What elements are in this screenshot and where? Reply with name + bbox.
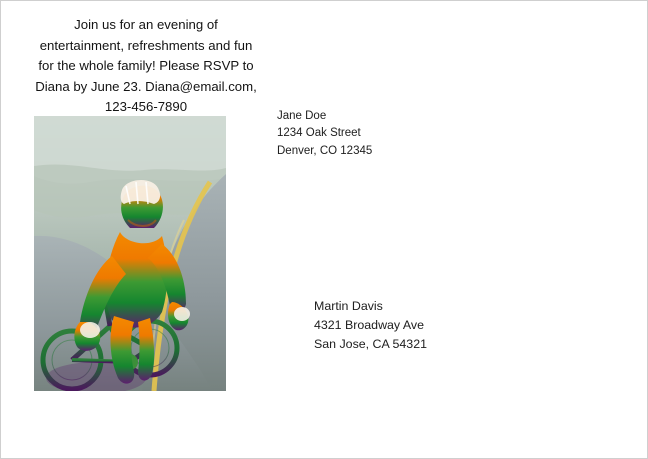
return-address-name: Jane Doe — [277, 110, 327, 122]
message-line-4: Diana by June 23. Diana@email.com, — [35, 78, 257, 94]
return-address-city-state-zip: Denver, CO 12345 — [277, 144, 373, 157]
return-address-street: 1234 Oak Street — [277, 127, 361, 140]
recipient-address-block — [314, 297, 427, 355]
message-line-2: entertainment, refreshments and fun — [39, 37, 253, 53]
recipient-city-state-zip: San Jose, CA 54321 — [314, 337, 427, 352]
message-line-3: for the whole family! Please RSVP to — [38, 58, 254, 74]
recipient-street: 4321 Broadway Ave — [314, 318, 424, 333]
message-line-5: 123-456-7890 — [104, 99, 188, 115]
recipient-name: Martin Davis — [314, 299, 383, 313]
message-line-1: Join us for an evening of — [74, 17, 218, 32]
invitation-message — [21, 15, 271, 118]
return-address-block — [277, 108, 372, 160]
cyclist-photo — [34, 116, 226, 391]
